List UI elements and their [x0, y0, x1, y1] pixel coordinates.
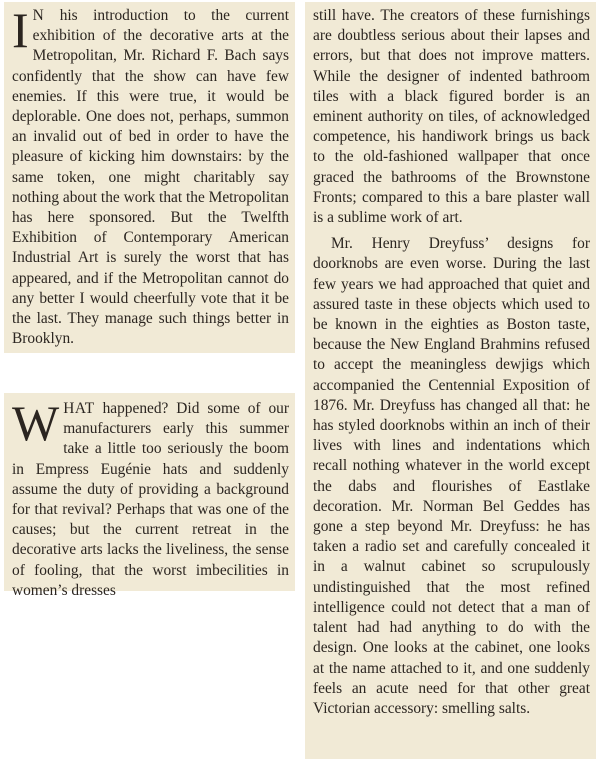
continuation-paragraph: still have. The creators of these furnishings are doubtless serious about their lapses and errors, but that does not improve matters. While the designer of indented bathroom tiles with a black figured border is an eminent authority on tiles, of acknowledged competence, his handiwork brings us back to the old-fashioned wallpaper that once graced the bathrooms of the Brownstone Fronts; compared to this a bare plaster wall is a sublime work of art.: [313, 7, 590, 227]
clipping-intro: [4, 2, 295, 353]
drop-cap-i: I: [12, 2, 29, 58]
what-happened-paragraph: [12, 395, 289, 601]
intro-paragraph: [12, 2, 289, 349]
clipping-what-happened: [4, 393, 295, 599]
dreyfuss-paragraph: Mr. Henry Dreyfuss’ designs for doorknobs are even worse. During the last few years we had approached that quiet and assured taste in these objects which used to be known in the eighties as Boston taste, because the New England Brahmins refused to accept the meaningless dewjigs which accompanied the Centennial Exposition of 1876. Mr. Dreyfuss has changed all that: he has styled doorknobs within an inch of their lives with lines and indentations which recall nothing whatever in the world except the dabs and flourishes of Eastlake decoration. Mr. Norman Bel Geddes has gone a step beyond Mr. Dreyfuss: he has taken a radio set and carefully concealed it in a walnut cabinet so scrupulously undistinguished that the most refined intelligence could not detect that a man of talent had had anything to do with the design. One looks at the cabinet, one looks at the name attached to it, and one suddenly feels an acute need for that other great Victorian accessory: smelling salts.: [313, 235, 590, 717]
lead-in: HAT: [63, 400, 95, 417]
intro-text: his introduction to the current exhibition of the decorative arts at the Metropolitan, Mr. Richard F. Bach says confidently that the show can have few enemies. If this were true, it would be deplorable. One does not, perhaps, summon an invalid out of bed in order to have the pleasure of kicking him downstairs: by the same token, one might charitably say nothing about the work that the Metropolitan has here sponsored. But the Twelfth Exhibition of Contemporary American Industrial Art is surely the worst that has appeared, and if the Metropolitan cannot do any better I would cheerfully vote that it be the last. They manage such things better in Brooklyn.: [12, 7, 289, 348]
drop-cap-w: W: [12, 395, 60, 451]
what-happened-text: happened? Did some of our manufacturers early this summer take a little too seriously the boom in Empress Eugénie hats and suddenly assume the duty of providing a background for that revival? Perhaps that was one of the causes; but the current retreat in the decorative arts lacks the liveliness, the sense of fooling, that the worst imbecilities in women’s dresses: [12, 400, 289, 599]
clipping-continuation: [305, 2, 596, 759]
lead-in: N: [32, 7, 45, 24]
